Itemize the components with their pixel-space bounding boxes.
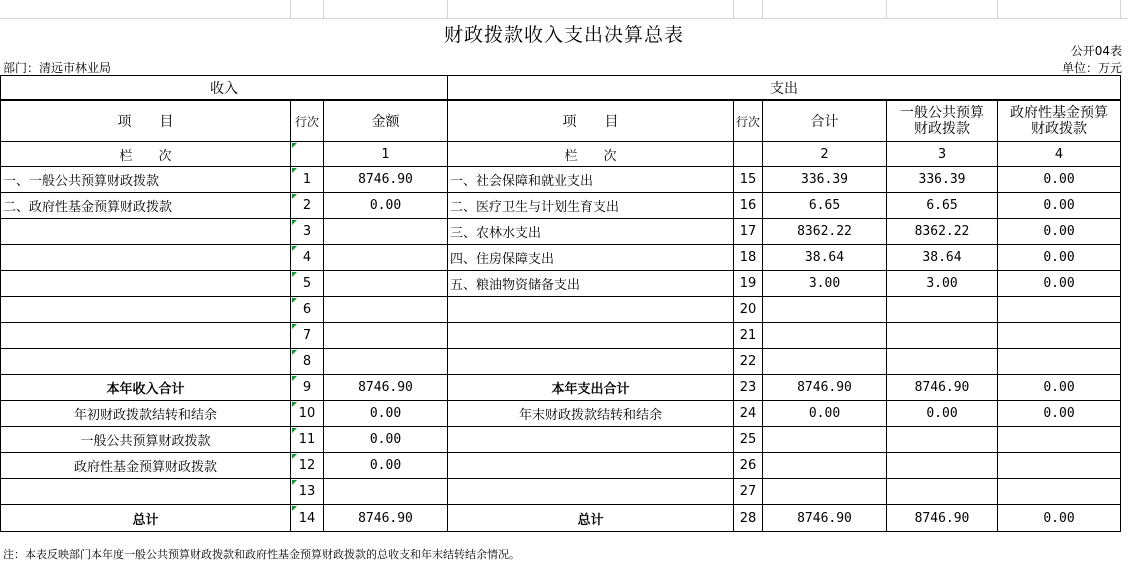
expense-general-budget: 38.64 bbox=[887, 245, 998, 271]
income-line-no: 13 bbox=[291, 479, 324, 505]
expense-item bbox=[448, 453, 734, 479]
table-row bbox=[1, 427, 1121, 453]
header-general-line2: 财政拨款 bbox=[914, 121, 970, 137]
expense-total bbox=[763, 479, 887, 505]
expense-line-no: 19 bbox=[734, 271, 763, 297]
expense-general-budget: 3.00 bbox=[887, 271, 998, 297]
table-row bbox=[1, 505, 1121, 532]
form-number: 公开04表 bbox=[1070, 44, 1122, 58]
expense-fund-budget bbox=[998, 479, 1121, 505]
expense-total: 336.39 bbox=[763, 167, 887, 193]
expense-general-budget bbox=[887, 479, 998, 505]
expense-total bbox=[763, 323, 887, 349]
lanci-col-3: 3 bbox=[887, 142, 998, 167]
expense-item: 二、医疗卫生与计划生育支出 bbox=[448, 193, 734, 219]
expense-line-no: 15 bbox=[734, 167, 763, 193]
expense-total bbox=[763, 297, 887, 323]
expense-item bbox=[448, 427, 734, 453]
income-item bbox=[1, 323, 291, 349]
expense-line-no: 28 bbox=[734, 505, 763, 532]
expense-total: 8746.90 bbox=[763, 505, 887, 532]
expense-fund-budget bbox=[998, 427, 1121, 453]
income-line-no: 1 bbox=[291, 167, 324, 193]
expense-total: 3.00 bbox=[763, 271, 887, 297]
income-line-no: 14 bbox=[291, 505, 324, 532]
table-row bbox=[1, 401, 1121, 427]
grid-line bbox=[0, 18, 1128, 19]
expense-item bbox=[448, 349, 734, 375]
lanci-right-label: 栏 次 bbox=[448, 142, 734, 167]
expense-total: 8362.22 bbox=[763, 219, 887, 245]
page-title: 财政拨款收入支出决算总表 bbox=[443, 24, 684, 46]
expense-fund-budget: 0.00 bbox=[998, 375, 1121, 401]
expense-section-header: 支出 bbox=[448, 76, 1121, 101]
income-section-header: 收入 bbox=[1, 76, 448, 101]
expense-item: 总计 bbox=[448, 505, 734, 532]
table-row bbox=[1, 323, 1121, 349]
lanci-col-1: 1 bbox=[324, 142, 448, 167]
expense-line-no: 27 bbox=[734, 479, 763, 505]
expense-fund-budget: 0.00 bbox=[998, 245, 1121, 271]
header-total: 合计 bbox=[763, 100, 887, 142]
expense-fund-budget: 0.00 bbox=[998, 505, 1121, 532]
expense-item: 三、农林水支出 bbox=[448, 219, 734, 245]
expense-item: 年末财政拨款结转和结余 bbox=[448, 401, 734, 427]
income-amount bbox=[324, 479, 448, 505]
expense-total: 38.64 bbox=[763, 245, 887, 271]
expense-line-no: 20 bbox=[734, 297, 763, 323]
table-row bbox=[1, 453, 1121, 479]
income-amount bbox=[324, 271, 448, 297]
expense-line-no: 23 bbox=[734, 375, 763, 401]
income-amount: 8746.90 bbox=[324, 167, 448, 193]
expense-fund-budget: 0.00 bbox=[998, 167, 1121, 193]
table-row bbox=[1, 219, 1121, 245]
income-amount bbox=[324, 349, 448, 375]
expense-total: 6.65 bbox=[763, 193, 887, 219]
income-line-no: 3 bbox=[291, 219, 324, 245]
table-row bbox=[1, 349, 1121, 375]
header-fund-line1: 政府性基金预算 bbox=[1010, 105, 1109, 121]
income-line-no: 10 bbox=[291, 401, 324, 427]
expense-general-budget: 8746.90 bbox=[887, 375, 998, 401]
expense-fund-budget bbox=[998, 349, 1121, 375]
expense-general-budget: 0.00 bbox=[887, 401, 998, 427]
income-amount: 8746.90 bbox=[324, 375, 448, 401]
income-item bbox=[1, 245, 291, 271]
table-row bbox=[1, 193, 1121, 219]
expense-total: 8746.90 bbox=[763, 375, 887, 401]
grid-line bbox=[1120, 0, 1121, 18]
grid-line bbox=[997, 0, 998, 18]
header-amount: 金额 bbox=[324, 100, 448, 142]
expense-item bbox=[448, 323, 734, 349]
header-item-right: 项 目 bbox=[448, 100, 734, 142]
expense-total bbox=[763, 453, 887, 479]
grid-line bbox=[290, 0, 291, 18]
expense-item: 本年支出合计 bbox=[448, 375, 734, 401]
income-item bbox=[1, 219, 291, 245]
grid-line bbox=[886, 0, 887, 18]
header-general-line1: 一般公共预算 bbox=[900, 105, 984, 121]
income-line-no: 11 bbox=[291, 427, 324, 453]
lanci-blank bbox=[291, 142, 324, 167]
unit-label: 单位：万元 bbox=[1061, 61, 1122, 75]
expense-line-no: 21 bbox=[734, 323, 763, 349]
header-line-left: 行次 bbox=[291, 100, 324, 142]
income-item: 一、一般公共预算财政拨款 bbox=[1, 167, 291, 193]
expense-total bbox=[763, 427, 887, 453]
income-item: 二、政府性基金预算财政拨款 bbox=[1, 193, 291, 219]
header-fund-line2: 财政拨款 bbox=[1031, 121, 1088, 137]
income-amount bbox=[324, 245, 448, 271]
expense-general-budget: 8362.22 bbox=[887, 219, 998, 245]
grid-line bbox=[733, 0, 734, 18]
expense-line-no: 25 bbox=[734, 427, 763, 453]
expense-line-no: 16 bbox=[734, 193, 763, 219]
expense-fund-budget bbox=[998, 453, 1121, 479]
income-line-no: 7 bbox=[291, 323, 324, 349]
income-amount: 0.00 bbox=[324, 401, 448, 427]
income-amount: 0.00 bbox=[324, 453, 448, 479]
expense-total: 0.00 bbox=[763, 401, 887, 427]
income-line-no: 8 bbox=[291, 349, 324, 375]
header-line-right: 行次 bbox=[734, 100, 763, 142]
expense-general-budget bbox=[887, 349, 998, 375]
expense-fund-budget: 0.00 bbox=[998, 193, 1121, 219]
grid-line bbox=[762, 0, 763, 18]
expense-fund-budget: 0.00 bbox=[998, 271, 1121, 297]
income-item: 年初财政拨款结转和结余 bbox=[1, 401, 291, 427]
table-row bbox=[1, 479, 1121, 505]
table-row bbox=[1, 167, 1121, 193]
expense-line-no: 17 bbox=[734, 219, 763, 245]
expense-general-budget bbox=[887, 427, 998, 453]
income-item: 总计 bbox=[1, 505, 291, 532]
income-amount: 0.00 bbox=[324, 427, 448, 453]
income-line-no: 9 bbox=[291, 375, 324, 401]
income-item: 一般公共预算财政拨款 bbox=[1, 427, 291, 453]
header-item-left: 项 目 bbox=[1, 100, 291, 142]
grid-line bbox=[447, 0, 448, 18]
income-amount bbox=[324, 297, 448, 323]
grid-line bbox=[323, 0, 324, 18]
expense-item bbox=[448, 297, 734, 323]
lanci-blank-right bbox=[734, 142, 763, 167]
expense-item: 五、粮油物资储备支出 bbox=[448, 271, 734, 297]
lanci-col-4: 4 bbox=[998, 142, 1121, 167]
income-item bbox=[1, 271, 291, 297]
income-item bbox=[1, 349, 291, 375]
expense-line-no: 18 bbox=[734, 245, 763, 271]
table-row bbox=[1, 297, 1121, 323]
lanci-left-label: 栏 次 bbox=[1, 142, 291, 167]
expense-item bbox=[448, 479, 734, 505]
income-amount bbox=[324, 323, 448, 349]
income-line-no: 6 bbox=[291, 297, 324, 323]
income-amount: 8746.90 bbox=[324, 505, 448, 532]
table-row bbox=[1, 271, 1121, 297]
table-row bbox=[1, 245, 1121, 271]
header-fund-budget bbox=[998, 100, 1121, 142]
income-item: 本年收入合计 bbox=[1, 375, 291, 401]
fiscal-table bbox=[0, 75, 1121, 532]
income-amount bbox=[324, 219, 448, 245]
income-amount: 0.00 bbox=[324, 193, 448, 219]
expense-general-budget bbox=[887, 323, 998, 349]
expense-line-no: 24 bbox=[734, 401, 763, 427]
expense-general-budget: 6.65 bbox=[887, 193, 998, 219]
expense-total bbox=[763, 349, 887, 375]
expense-fund-budget: 0.00 bbox=[998, 219, 1121, 245]
expense-line-no: 26 bbox=[734, 453, 763, 479]
expense-item: 四、住房保障支出 bbox=[448, 245, 734, 271]
header-general-budget bbox=[887, 100, 998, 142]
expense-fund-budget bbox=[998, 297, 1121, 323]
income-line-no: 5 bbox=[291, 271, 324, 297]
expense-fund-budget bbox=[998, 323, 1121, 349]
lanci-col-2: 2 bbox=[763, 142, 887, 167]
expense-general-budget: 336.39 bbox=[887, 167, 998, 193]
expense-fund-budget: 0.00 bbox=[998, 401, 1121, 427]
expense-line-no: 22 bbox=[734, 349, 763, 375]
expense-general-budget bbox=[887, 297, 998, 323]
income-item bbox=[1, 297, 291, 323]
expense-item: 一、社会保障和就业支出 bbox=[448, 167, 734, 193]
table-row bbox=[1, 375, 1121, 401]
income-line-no: 2 bbox=[291, 193, 324, 219]
income-line-no: 4 bbox=[291, 245, 324, 271]
expense-general-budget: 8746.90 bbox=[887, 505, 998, 532]
income-line-no: 12 bbox=[291, 453, 324, 479]
income-item: 政府性基金预算财政拨款 bbox=[1, 453, 291, 479]
department-label: 部门：清远市林业局 bbox=[3, 61, 112, 75]
income-item bbox=[1, 479, 291, 505]
expense-general-budget bbox=[887, 453, 998, 479]
footnote: 注：本表反映部门本年度一般公共预算财政拨款和政府性基金预算财政拨款的总收支和年末结转结余情况。 bbox=[3, 548, 520, 561]
